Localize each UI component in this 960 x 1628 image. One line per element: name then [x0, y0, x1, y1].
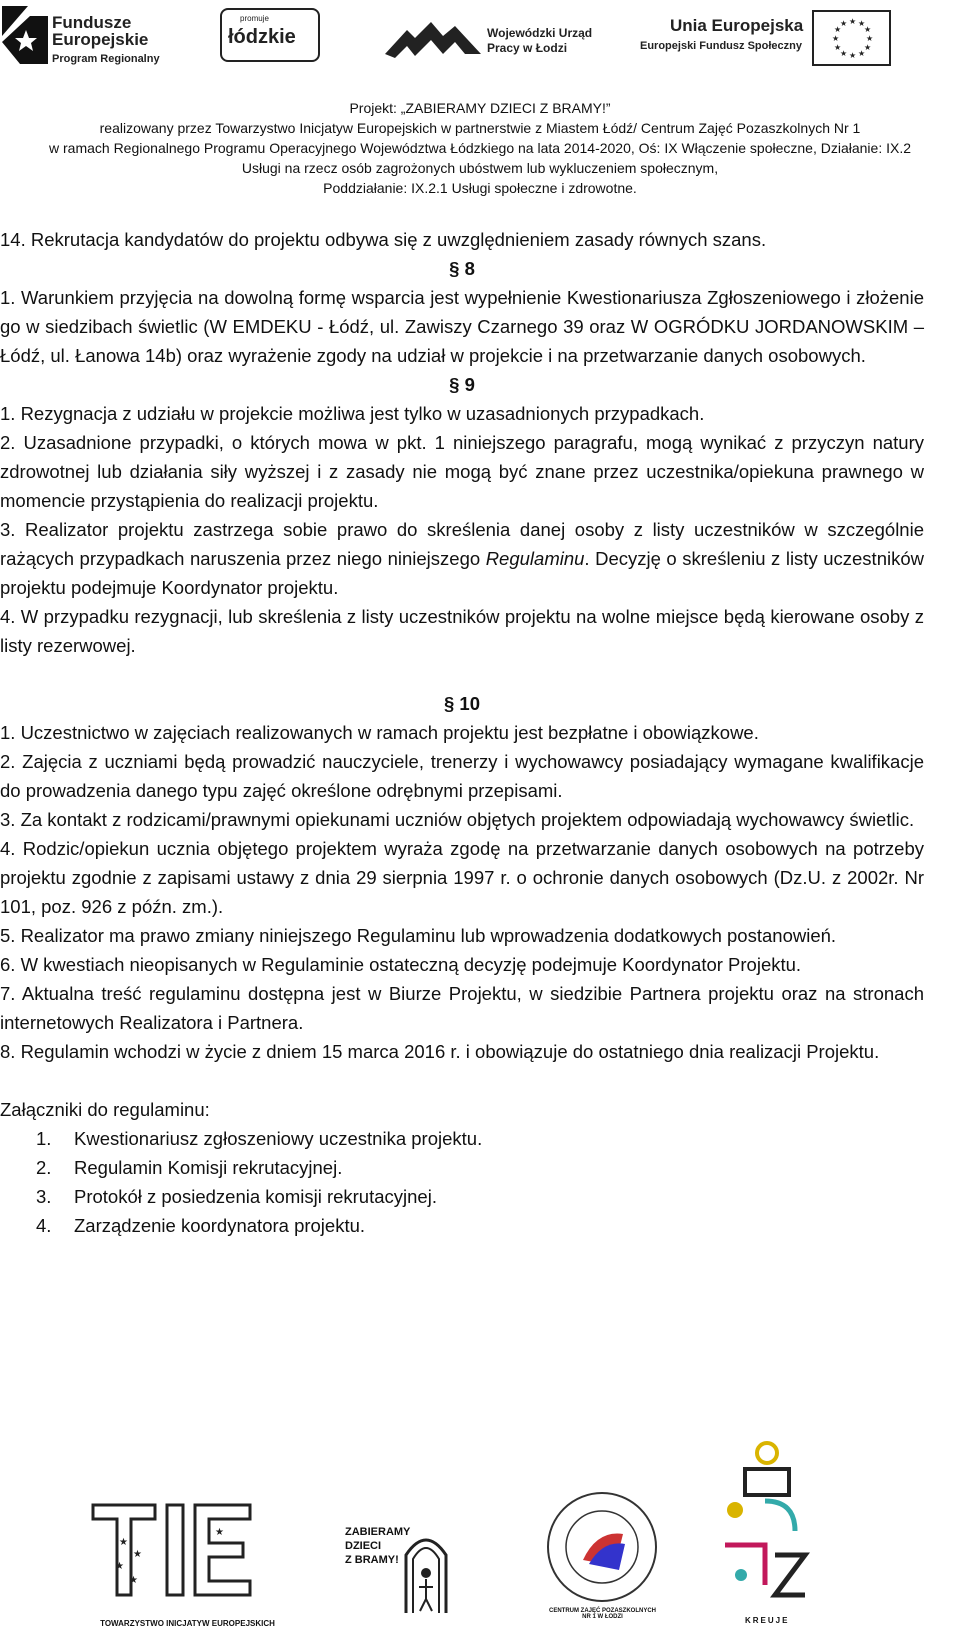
svg-text:★: ★ — [129, 1575, 138, 1586]
tie-logo — [85, 1485, 290, 1628]
kreuje-logo-text: KREUJE — [745, 1616, 790, 1625]
wup-emblem-icon — [385, 20, 483, 60]
svg-text:★: ★ — [119, 1537, 128, 1548]
section-10-point-8: 8. Regulamin wchodzi w życie z dniem 15 marca 2016 r. i obowiązuje do ostatniego dnia realizacji Projektu. — [0, 1041, 880, 1062]
project-line3: w ramach Regionalnego Programu Operacyjnego Województwa Łódzkiego na lata 2014-2020, Oś: IX Włączenie społeczne, Działanie: IX.2 — [49, 140, 911, 156]
section-9-point-2: 2. Uzasadnione przypadki, o których mowa w pkt. 1 niniejszego paragrafu, mogą wynikać z przyczyn natury zdrowotnej lub działania siły wyższej i z zasady nie mogą być znane przez uczestnika/opiekuna prawnego w momencie przystąpienia do realizacji projektu. — [0, 432, 924, 511]
project-header — [0, 98, 960, 198]
header-logos — [0, 0, 960, 95]
section-8-point-1: 1. Warunkiem przyjęcia na dowolną formę wsparcia jest wypełnienie Kwestionariusza Zgłoszeniowego i złożenie go w siedzibach świetlic (W EMDEKU - Łódź, ul. Zawiszy Czarnego 39 oraz W OGRÓDKU JORDANOWSKIM – Łódź, ul. Łanowa 14b) oraz wyrażenie zgody na udział w projekcie i na przetwarzanie danych osobowych. — [0, 287, 924, 366]
zdzb-line3: Z BRAMY! — [345, 1554, 399, 1566]
svg-text:★: ★ — [834, 43, 842, 52]
s9-3-text-c: . Decyzję o skreśleniu z listy uczestników projektu podejmuje Koordynator projektu. — [0, 548, 924, 598]
footer-logos — [0, 1430, 960, 1628]
attachments-title: Załączniki do regulaminu: — [0, 1099, 210, 1120]
project-line1: Projekt: „ZABIERAMY DZIECI Z BRAMY!” — [349, 100, 611, 116]
spacer — [0, 660, 924, 689]
section-10-heading: § 10 — [443, 693, 480, 714]
section-9-heading: § 9 — [449, 374, 475, 395]
svg-text:★: ★ — [832, 34, 840, 43]
fundusze-europejskie-logo — [0, 2, 185, 67]
project-line4: Usługi na rzecz osób zagrożonych ubóstwem lub wykluczeniem społecznym, — [241, 160, 719, 176]
svg-text:★: ★ — [849, 51, 857, 60]
section-9-point-4: 4. W przypadku rezygnacji, lub skreślenia z listy uczestników projektu na wolne miejsce będą kierowane osoby z listy rezerwowej. — [0, 606, 924, 656]
ue-subtitle: Europejski Fundusz Społeczny — [640, 40, 802, 52]
czp-logo — [545, 1490, 660, 1620]
svg-text:★: ★ — [840, 49, 848, 58]
project-line2: realizowany przez Towarzystwo Inicjatyw Europejskich w partnerstwie z Miastem Łódź/ Centrum Zajęć Pozaszkolnych Nr 1 — [99, 120, 861, 136]
spacer — [0, 1066, 924, 1095]
kreuje-logo-icon — [705, 1435, 830, 1613]
attachment-text: Regulamin Komisji rekrutacyjnej. — [74, 1157, 343, 1178]
lodzkie-small: promuje — [240, 14, 269, 23]
svg-text:★: ★ — [858, 49, 866, 58]
wup-logo — [385, 20, 595, 65]
document-body — [0, 225, 924, 1240]
attachment-num: 2. — [36, 1157, 52, 1178]
attachment-item — [0, 1182, 924, 1211]
section-10-point-5: 5. Realizator ma prawo zmiany niniejszego Regulaminu lub wprowadzenia dodatkowych postanowień. — [0, 925, 837, 946]
czp-logo-text: CENTRUM ZAJĘĆ POZASZKOLNYCH NR 1 W ŁODZI — [548, 1608, 656, 1620]
svg-text:★: ★ — [849, 17, 857, 26]
section-10-point-1: 1. Uczestnictwo w zajęciach realizowanych w ramach projektu jest bezpłatne i obowiązkowe. — [0, 722, 759, 743]
svg-text:★: ★ — [840, 19, 848, 28]
kreuje-logo — [705, 1435, 830, 1625]
svg-text:★: ★ — [858, 19, 866, 28]
gate-icon — [401, 1525, 451, 1615]
attachment-text: Zarządzenie koordynatora projektu. — [74, 1215, 366, 1236]
zdzb-line2: DZIECI — [345, 1540, 382, 1552]
section-10-point-7: 7. Aktualna treść regulaminu dostępna jest w Biurze Projektu, w siedzibie Partnera projektu oraz na stronach internetowych Realizatora i Partnera. — [0, 983, 924, 1033]
section-8-heading: § 8 — [449, 258, 475, 279]
fe-line2: Europejskie — [52, 30, 149, 49]
zdzb-line1: ZABIERAMY — [345, 1526, 411, 1538]
section-10-point-2: 2. Zajęcia z uczniami będą prowadzić nauczyciele, trenerzy i wychowawcy posiadający wymagane kwalifikacje do prowadzenia danego typu zajęć określone odrębnymi przepisami. — [0, 751, 924, 801]
promuje-lodzkie-logo — [220, 8, 330, 63]
svg-text:★: ★ — [864, 43, 872, 52]
svg-text:★: ★ — [115, 1561, 124, 1572]
s9-3-text-a: 3. Realizator projektu zastrzega sobie prawo do skreślenia danej osoby z listy uczestników w szczególnie rażących przypadkach naruszenia przez niego niniejszego — [0, 519, 924, 569]
lodzkie-big: łódzkie — [228, 26, 296, 48]
svg-text:★: ★ — [866, 34, 874, 43]
attachment-item — [0, 1153, 924, 1182]
project-line5: Poddziałanie: IX.2.1 Usługi społeczne i zdrowotne. — [323, 180, 637, 196]
tie-logo-icon — [85, 1485, 290, 1610]
czp-badge-icon — [545, 1490, 660, 1605]
attachment-text: Kwestionariusz zgłoszeniowy uczestnika projektu. — [74, 1128, 483, 1149]
section-10-point-3: 3. Za kontakt z rodzicami/prawnymi opiekunami uczniów objętych projektem odpowiadają wychowawcy świetlic. — [0, 809, 915, 830]
section-9-point-1: 1. Rezygnacja z udziału w projekcie możliwa jest tylko w uzasadnionych przypadkach. — [0, 403, 705, 424]
section-9-point-3 — [0, 515, 924, 602]
attachment-item — [0, 1124, 924, 1153]
svg-text:★: ★ — [864, 25, 872, 34]
svg-text:★: ★ — [215, 1527, 224, 1538]
ue-title: Unia Europejska — [670, 16, 804, 35]
fe-line3: Program Regionalny — [52, 53, 160, 65]
attachment-num: 4. — [36, 1215, 52, 1236]
wup-line2: Pracy w Łodzi — [487, 41, 568, 55]
section-10-point-6: 6. W kwestiach nieopisanych w Regulaminie ostateczną decyzję podejmuje Koordynator Projektu. — [0, 954, 802, 975]
fe-star-icon — [0, 2, 50, 67]
attachment-item — [0, 1211, 924, 1240]
attachments-list — [0, 1124, 924, 1240]
wup-line1: Wojewódzki Urząd — [487, 26, 593, 40]
attachment-num: 1. — [36, 1128, 52, 1149]
s9-3-regulamin: Regulaminu — [485, 548, 585, 569]
svg-text:★: ★ — [834, 25, 842, 34]
fe-line1: Fundusze — [52, 13, 132, 32]
paragraph-14: 14. Rekrutacja kandydatów do projektu odbywa się z uwzględnieniem zasady równych szans. — [0, 229, 767, 250]
section-10-point-4: 4. Rodzic/opiekun ucznia objętego projektem wyraża zgodę na przetwarzanie danych osobowych na potrzeby projektu zgodnie z zapisami ustawy z dnia 29 sierpnia 1997 r. o ochronie danych osobowych (Dz.U. z 2002r. Nr 101, poz. 926 z późn. zm.). — [0, 838, 924, 917]
eu-flag-icon — [812, 10, 891, 66]
attachment-text: Protokół z posiedzenia komisji rekrutacyjnej. — [74, 1186, 437, 1207]
tie-logo-text: TOWARZYSTWO INICJATYW EUROPEJSKICH — [100, 1619, 275, 1628]
unia-europejska-logo — [640, 10, 930, 70]
zabieramy-dzieci-logo — [345, 1525, 455, 1625]
svg-text:★: ★ — [133, 1549, 142, 1560]
attachment-num: 3. — [36, 1186, 52, 1207]
